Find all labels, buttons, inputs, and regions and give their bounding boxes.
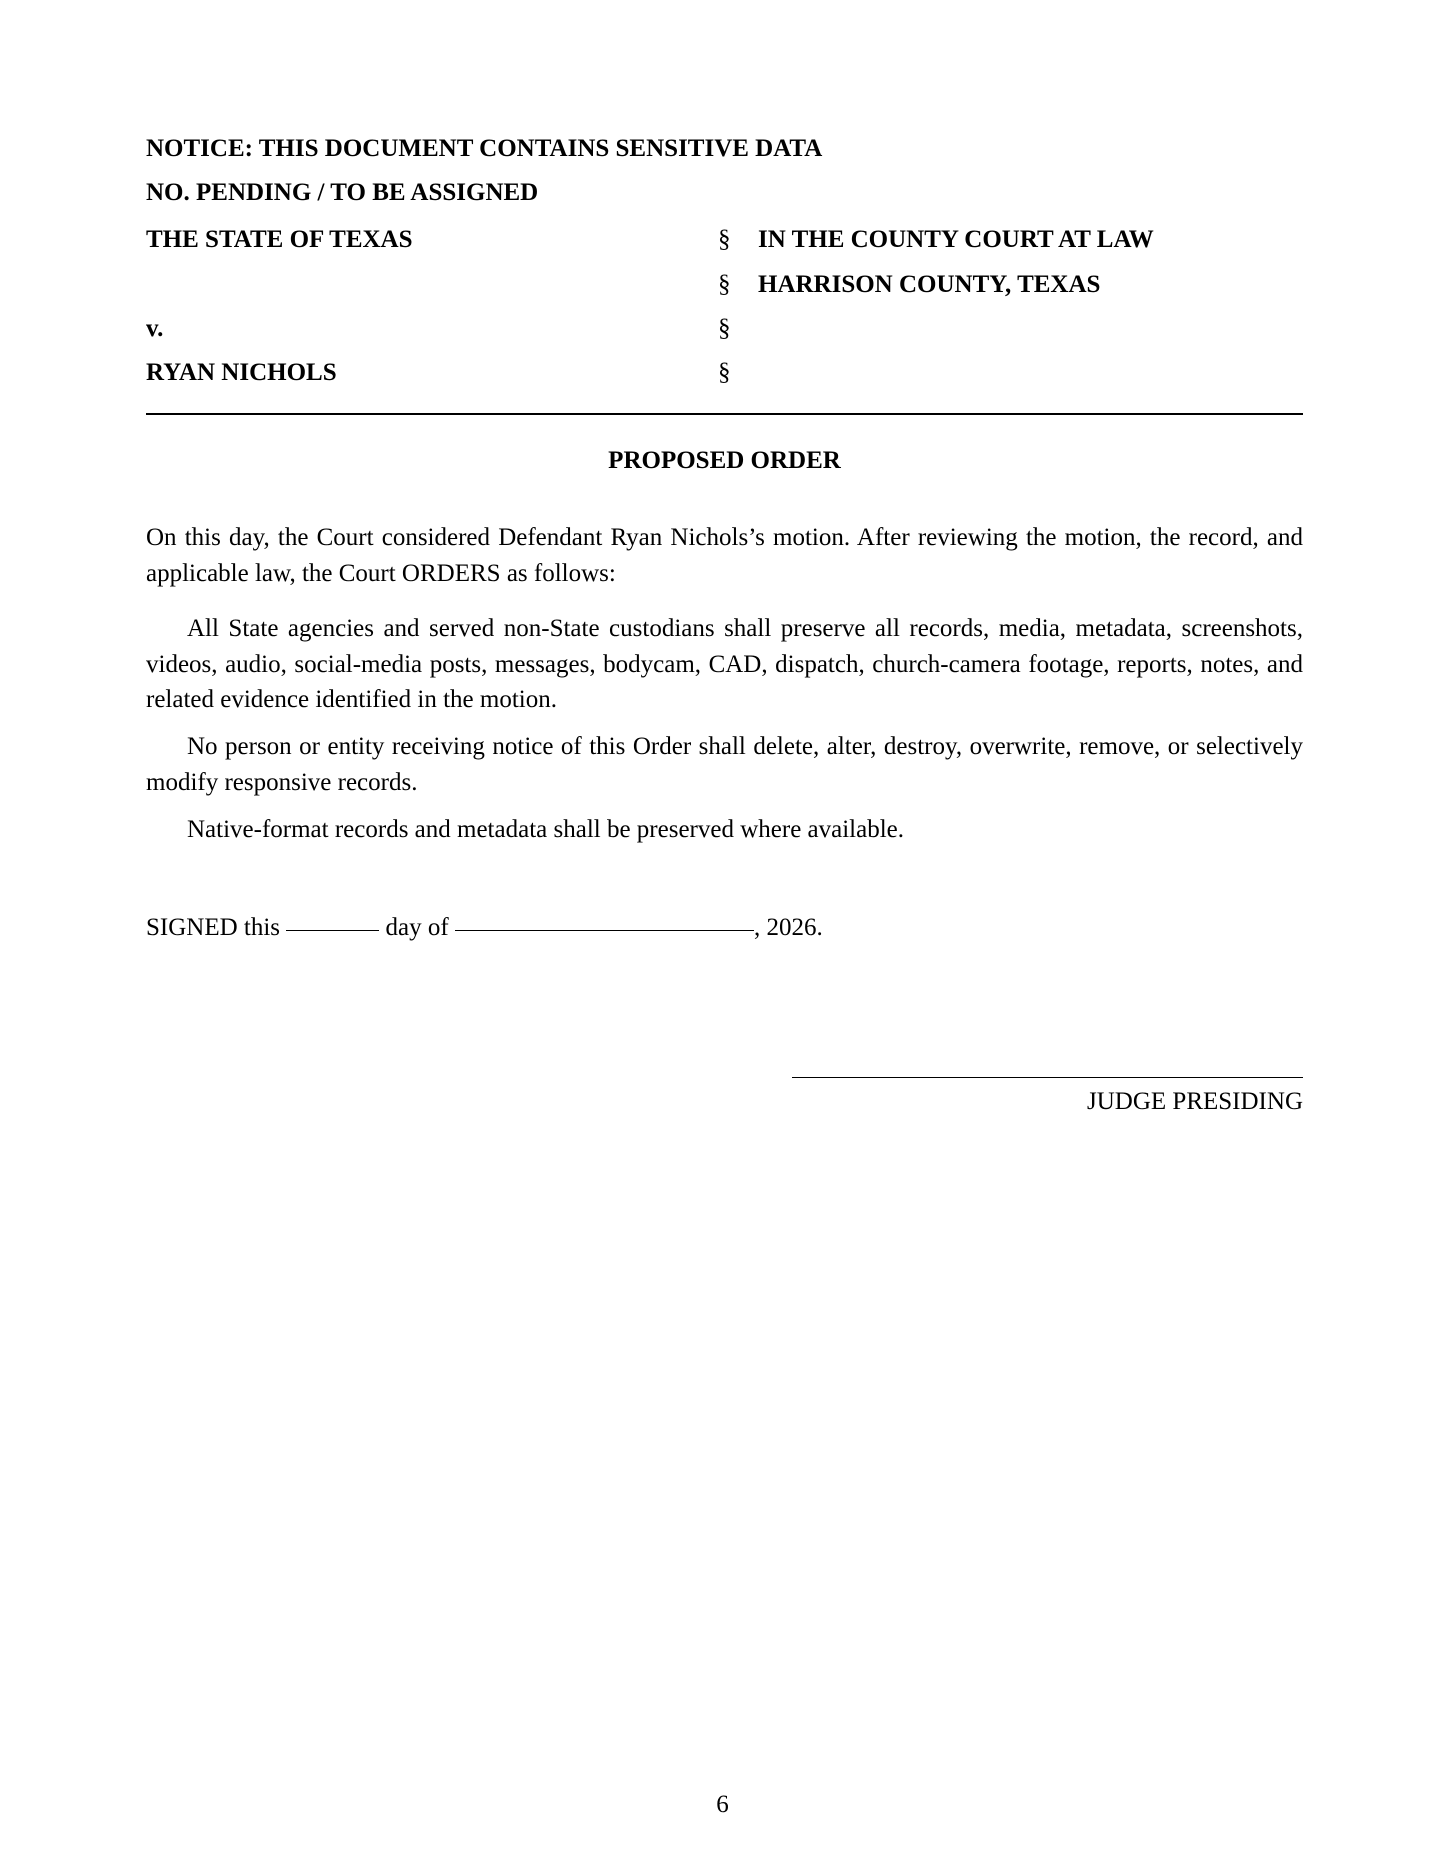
order-paragraph: Native-format records and metadata shall be preserved where available. [187,816,905,843]
document-title: PROPOSED ORDER [608,447,841,474]
caption-versus: v. [146,315,164,342]
section-symbol: § [718,271,731,298]
caption-county: HARRISON COUNTY, TEXAS [758,271,1101,298]
section-symbol: § [718,315,731,342]
year-suffix: , 2026. [753,914,823,941]
signed-date-line [146,913,823,943]
section-symbol: § [718,359,731,386]
order-paragraph: All State agencies and served non-State custodians shall preserve all records, media, metadata, screenshots, videos, audio, social-media posts, messages, bodycam, CAD, dispatch, church-camera footage, reports, notes, and related evidence identified in the motion. [146,615,1303,713]
case-number: NO. PENDING / TO BE ASSIGNED [146,179,539,206]
day-blank [286,930,379,931]
judge-label: JUDGE PRESIDING [1087,1088,1303,1115]
page-number: 6 [716,1791,729,1818]
section-symbol: § [718,226,731,253]
intro-paragraph: On this day, the Court considered Defendant Ryan Nichols’s motion. After reviewing the motion, the record, and applicable law, the Court ORDERS as follows: [146,524,1303,587]
month-blank [455,930,754,931]
caption-defendant: RYAN NICHOLS [146,359,337,386]
caption-court: IN THE COUNTY COURT AT LAW [758,226,1154,253]
caption-divider [146,413,1303,415]
caption-plaintiff: THE STATE OF TEXAS [146,226,413,253]
sensitive-data-notice: NOTICE: THIS DOCUMENT CONTAINS SENSITIVE DATA [146,135,823,162]
judge-signature-line [792,1077,1303,1078]
signed-prefix: SIGNED this [146,914,281,941]
day-of-label: day of [385,914,449,941]
order-paragraph: No person or entity receiving notice of this Order shall delete, alter, destroy, overwrite, remove, or selectively modify responsive records. [146,733,1303,796]
